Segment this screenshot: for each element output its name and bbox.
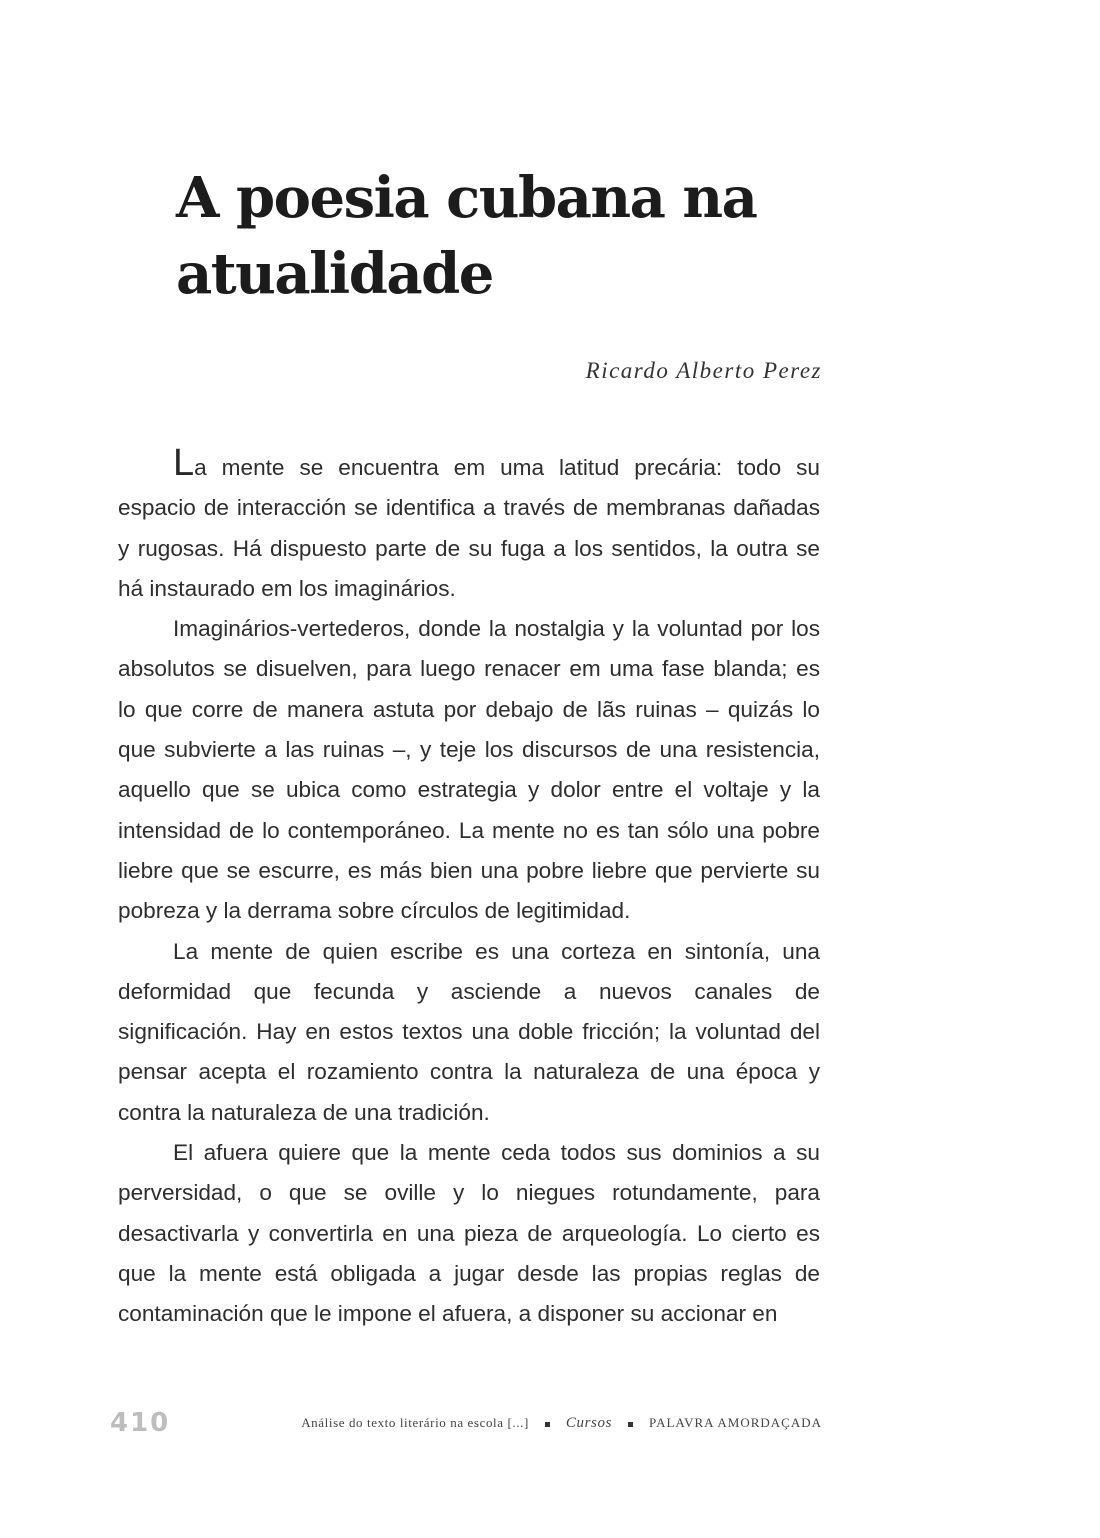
article-body — [118, 442, 820, 1335]
running-title: Análise do texto literário na escola [...] — [301, 1415, 529, 1430]
paragraph-3: La mente de quien escribe es una corteza en sintonía, una deformidad que fecunda y asciende a nuevos canales de significación. Hay en estos textos una doble fricción; la voluntad del pensar acepta el rozamiento contra la naturaleza de una época y contra la naturaleza de una tradición. — [118, 938, 820, 1125]
article-title — [176, 160, 816, 312]
paragraph-1-text: a mente se encuentra em uma latitud precária: todo su espacio de interacción se identifica a través de membranas dañadas y rugosas. Há dispuesto parte de su fuga a los sentidos, la outra se há instaurado em los imaginários. — [118, 455, 820, 601]
article-title-line-1: A poesia cubana na — [176, 165, 757, 231]
paragraph-1 — [118, 442, 820, 609]
series-name: Cursos — [565, 1415, 613, 1431]
page-footer — [110, 1408, 822, 1444]
page-number: 410 — [110, 1408, 171, 1438]
drop-cap: L — [173, 442, 195, 484]
book-title: PALAVRA AMORDAÇADA — [649, 1415, 822, 1430]
article-author: Ricardo Alberto Perez — [585, 358, 822, 383]
bullet-separator — [628, 1422, 633, 1427]
running-footer — [228, 1415, 822, 1432]
bullet-separator — [545, 1422, 550, 1427]
paragraph-4: El afuera quiere que la mente ceda todos sus dominios a su perversidad, o que se oville y lo niegues rotundamente, para desactivarla y convertirla en una pieza de arqueología. Lo cierto es que la mente está obligada a jugar desde las propias reglas de contaminación que le impone el afuera, a disponer su accionar en — [118, 1140, 820, 1327]
paragraph-2: Imaginários-vertederos, donde la nostalgia y la voluntad por los absolutos se disuelven, para luego renacer em uma fase blanda; es lo que corre de manera astuta por debajo de lãs ruinas – quizás lo que subvierte a las ruinas –, y teje los discursos de una resistencia, aquello que se ubica como estrategia y dolor entre el voltaje y la intensidad de lo contemporáneo. La mente no es tan sólo una pobre liebre que se escurre, es más bien una pobre liebre que pervierte su pobreza y la derrama sobre círculos de legitimidad. — [118, 616, 820, 924]
article-title-line-2: atualidade — [176, 241, 493, 307]
